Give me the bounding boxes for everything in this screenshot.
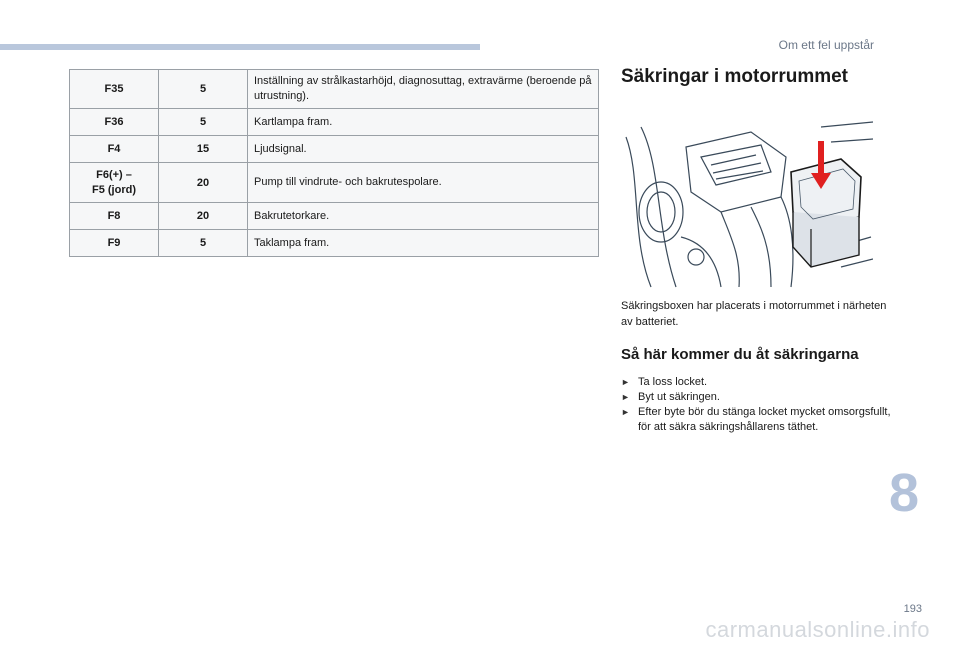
fuse-number: F9 [70, 230, 159, 257]
table-row [70, 163, 599, 203]
access-title: Så här kommer du åt säkringarna [621, 346, 859, 363]
fuse-description: Inställning av strålkastarhöjd, diagnosuttag, extravärme (beroende på utrustning). [248, 70, 599, 109]
fuse-amperage: 5 [159, 109, 248, 136]
fuse-table [69, 69, 599, 257]
fuse-amperage: 5 [159, 230, 248, 257]
table-row [70, 109, 599, 136]
fuse-description: Pump till vindrute- och bakrutespolare. [248, 163, 599, 203]
watermark: carmanualsonline.info [705, 617, 930, 642]
fuse-number: F8 [70, 203, 159, 230]
arrow-right-icon: ► [621, 407, 630, 417]
engine-bay-illustration [621, 117, 873, 289]
fuse-description: Kartlampa fram. [248, 109, 599, 136]
section-caption: Säkringsboxen har placerats i motorrummet i närheten av batteriet. [621, 300, 887, 328]
chapter-number: 8 [889, 463, 920, 523]
fuse-amperage: 20 [159, 203, 248, 230]
fuse-number: F36 [70, 109, 159, 136]
fuse-amperage: 15 [159, 136, 248, 163]
table-row [70, 70, 599, 109]
table-row [70, 136, 599, 163]
page-number: 193 [903, 603, 922, 615]
table-row [70, 230, 599, 257]
list-item: ► Byt ut säkringen. [621, 391, 720, 403]
fuse-number: F4 [70, 136, 159, 163]
arrow-right-icon: ► [621, 377, 630, 387]
fuse-amperage: 20 [159, 163, 248, 203]
access-steps [621, 375, 891, 435]
fuse-description: Ljudsignal. [248, 136, 599, 163]
section-title: Säkringar i motorrummet [621, 66, 848, 87]
fuse-description: Taklampa fram. [248, 230, 599, 257]
fuse-description: Bakrutetorkare. [248, 203, 599, 230]
header-accent-bar [0, 44, 480, 50]
fuse-amperage: 5 [159, 70, 248, 109]
fuse-number: F6(+) – F5 (jord) [70, 163, 159, 203]
table-row [70, 203, 599, 230]
fuse-number: F35 [70, 70, 159, 109]
list-item: ► Ta loss locket. [621, 376, 708, 388]
chapter-header: Om ett fel uppstår [778, 38, 874, 52]
list-item: ► Efter byte bör du stänga locket mycket omsorgsfullt, för att säkra säkringshållarens täthet. [621, 406, 891, 433]
arrow-right-icon: ► [621, 392, 630, 402]
